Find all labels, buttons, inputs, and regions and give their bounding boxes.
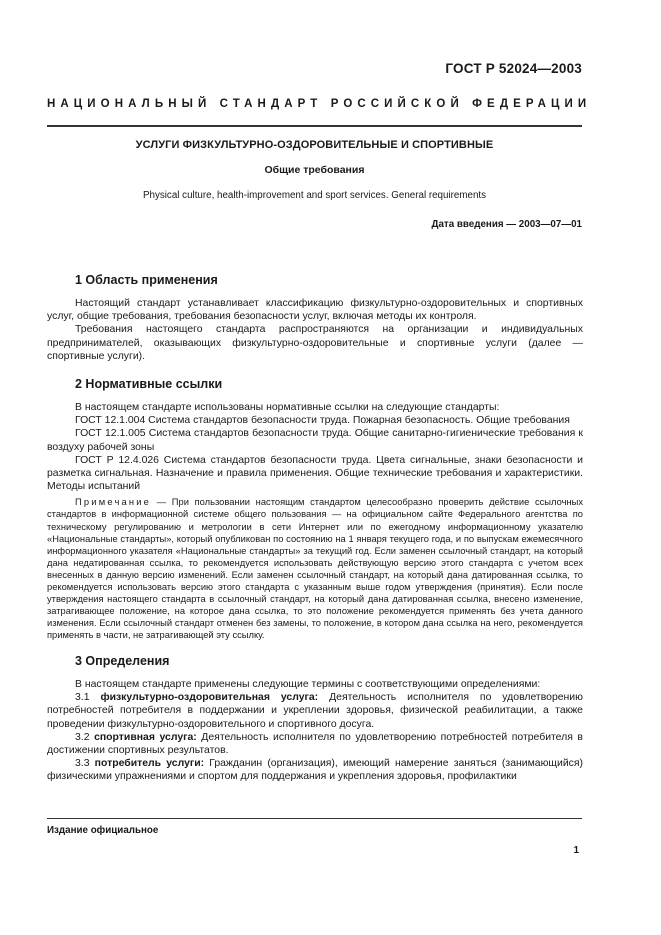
definition-term: физкультурно-оздоровительная услуга: xyxy=(100,692,319,704)
definition-item xyxy=(47,691,583,731)
reference-item: ГОСТ 12.1.005 Система стандартов безопасности труда. Общие санитарно-гигиенические требования к воздуху рабочей зоны xyxy=(47,428,583,453)
definition-number: 3.1 xyxy=(75,692,101,704)
section-heading: 2 Нормативные ссылки xyxy=(75,377,223,392)
note xyxy=(47,496,583,641)
reference-item: ГОСТ Р 12.4.026 Система стандартов безопасности труда. Цвета сигнальные, знаки безопасности и разметка сигнальная. Назначение и правила применения. Общие технические требования и характеристики. Методы испытаний xyxy=(47,454,583,493)
page-number: 1 xyxy=(573,845,579,856)
section-definitions xyxy=(47,653,583,784)
definition-text: Гражданин (организация), имеющий намерение заняться (занимающийся) физическими упражнениями и спортом для поддержания и укрепления здоровья, профилактики xyxy=(47,758,584,783)
paragraph: В настоящем стандарте применены следующие термины с соответствующими определениями: xyxy=(75,679,541,690)
note-label: Примечание xyxy=(75,497,152,508)
definition-number: 3.2 xyxy=(75,731,95,743)
introduction-date: Дата введения — 2003—07—01 xyxy=(431,219,582,230)
section-heading: 1 Область применения xyxy=(75,273,218,287)
reference-item: ГОСТ 12.1.004 Система стандартов безопасности труда. Пожарная безопасность. Общие требования xyxy=(75,415,570,427)
paragraph: Требования настоящего стандарта распространяются на организации и индивидуальных предпринимателей, оказывающих физкультурно-оздоровительные и спортивные услуги (далее — спортивные услуги). xyxy=(47,324,583,362)
definition-text: Деятельность исполнителя по удовлетворению потребностей потребителя в достижении спортивных результатов. xyxy=(47,731,583,757)
footer-divider xyxy=(47,818,582,819)
header-divider xyxy=(47,125,582,127)
definition-term: спортивная услуга: xyxy=(94,731,197,743)
document-body xyxy=(47,272,583,784)
definition-item xyxy=(47,757,583,783)
document-subtitle: Общие требования xyxy=(264,164,365,176)
definition-number: 3.3 xyxy=(75,758,95,770)
paragraph: В настоящем стандарте использованы нормативные ссылки на следующие стандарты: xyxy=(75,402,500,414)
document-title: УСЛУГИ ФИЗКУЛЬТУРНО-ОЗДОРОВИТЕЛЬНЫЕ И СПОРТИВНЫЕ xyxy=(135,139,494,151)
section-normative-references xyxy=(47,376,583,641)
paragraph: Настоящий стандарт устанавливает классификацию физкультурно-оздоровительных и спортивных услуг, общие требования, требования безопасности услуг, включая методы их контроля. xyxy=(47,298,583,323)
section-heading: 3 Определения xyxy=(75,654,170,668)
note-text: — При пользовании настоящим стандартом целесообразно проверить действие ссылочных стандартов в информационной системе общего пользования — на официальном сайте Федерального агентства по техническому регулированию и метрологии в сети Интернет или по ежегодному информационному указателю «Национальные стандарты», который опубликован по состоянию на 1 января текущего года, и по выпускам ежемесячного информационного указателя «Национальные стандарты» за текущий год. Если заменен ссылочный стандарт, на который дана недатированная ссылка, то рекомендуется использовать действующую версию этого стандарта с учетом всех внесенных в данную версию изменений. Если заменен ссылочный стандарт, на который дана датированная ссылка, то рекомендуется использовать версию этого стандарта с указанным выше годом утверждения (принятия). Если после утверждения настоящего стандарта в ссылочный стандарт, на который дана датированная ссылка, внесено изменение, затрагивающее положение, на которое дана ссылка, то это положение рекомендуется применять без учета данного изменения. Если ссылочный стандарт отменен без замены, то положение, в котором дана ссылка на него, рекомендуется применять в части, не затрагивающей эту ссылку. xyxy=(47,497,583,640)
definition-text: Деятельность исполнителя по удовлетворению потребностей потребителя в поддержании и укреплении здоровья, физической реабилитации, а также проведении физкультурно-оздоровительного и спортивного досуга. xyxy=(47,692,583,730)
english-title: Physical culture, health-improvement and sport services. General requirements xyxy=(142,190,487,201)
definition-item xyxy=(47,731,583,757)
definition-term: потребитель услуги: xyxy=(94,758,205,770)
national-standard-heading: НАЦИОНАЛЬНЫЙ СТАНДАРТ РОССИЙСКОЙ ФЕДЕРАЦИИ xyxy=(47,98,592,110)
section-scope xyxy=(47,272,583,363)
document-number: ГОСТ Р 52024—2003 xyxy=(445,61,582,76)
edition-label: Издание официальное xyxy=(47,825,159,836)
